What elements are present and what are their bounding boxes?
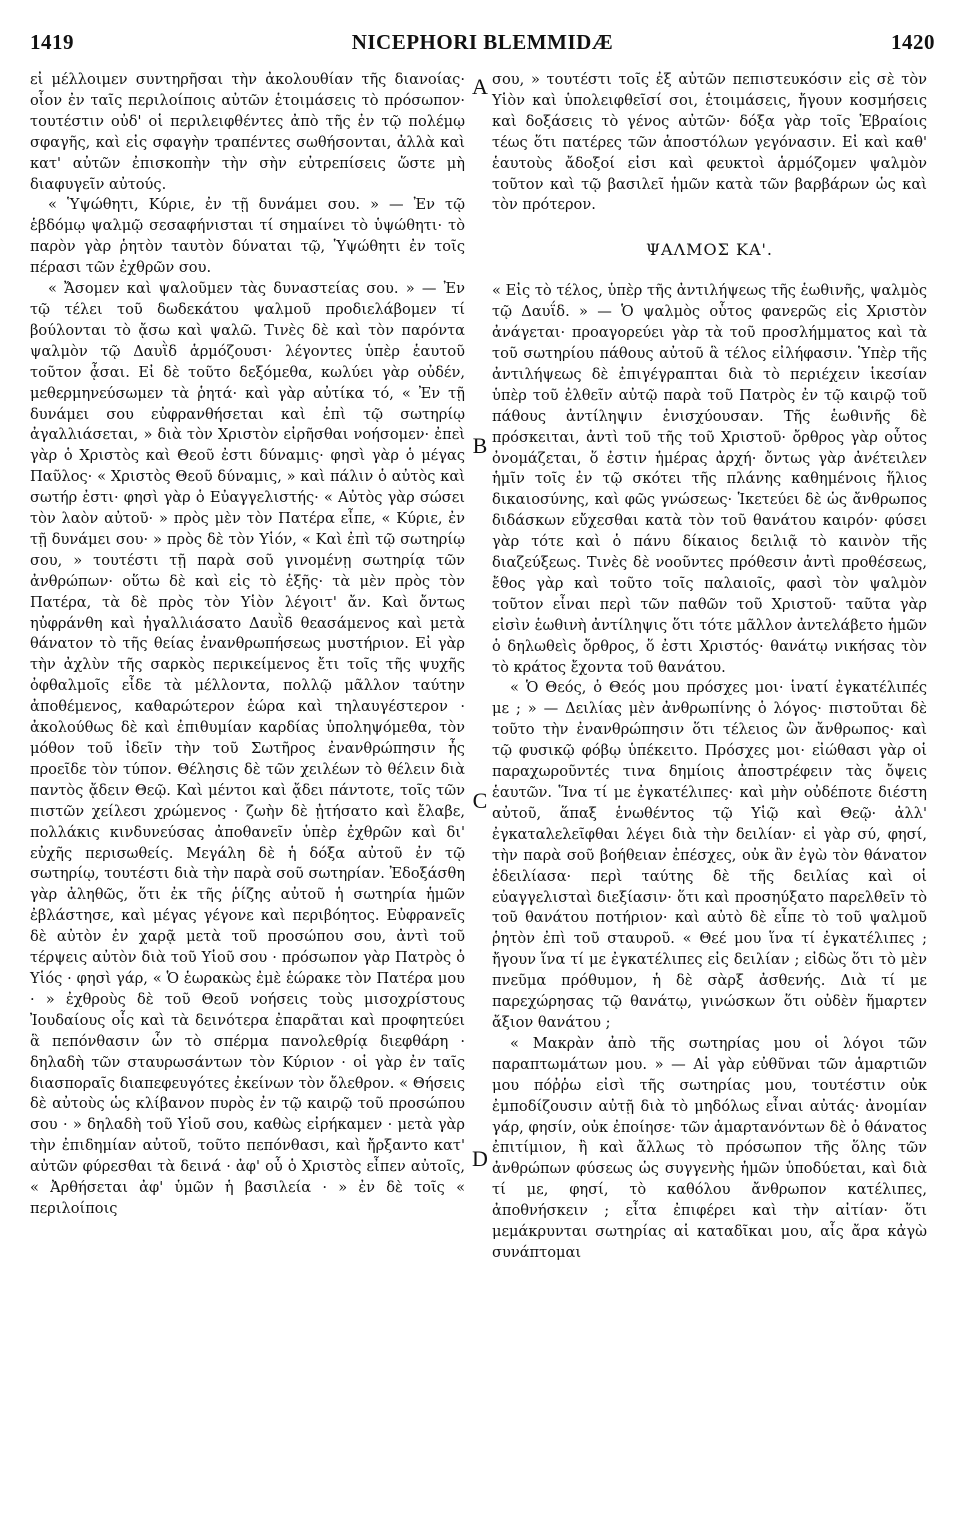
paragraph: εἰ μέλλοιμεν συντηρῆσαι τὴν ἀκολουθίαν τῆς διανοίας· οἷον ἐν ταῖς περιλοίποις αὐτῶν ἑτοιμάσεις τὸ πρόσωπον· τουτέστιν οὐδ' οἱ περιλειφθέντες ἀπὸ τῆς ἐν τῷ πολέμῳ σφαγῆς, καὶ εἰς σφαγὴν τραπέντες σωθήσονται, ἀλλὰ καὶ κατ' αὐτῶν ἐπισκοπὴν τὴν σὴν εὐτρεπίσεις ὥστε μὴ διαφυγεῖν αὐτούς. [30, 71, 465, 193]
section-marker-c: C [472, 788, 488, 813]
page-number-right: 1420 [891, 30, 935, 54]
paragraph: « Ὁ Θεός, ὁ Θεός μου πρόσχες μοι· ἱνατί ἐγκατέλιπές με ; » — Δειλίας μὲν ἀνθρωπίνης ὁ λόγος· πιστοῦται δὲ τοῦτο τὴν ἐνανθρώπησιν ὅτι τέλειος ὢν ἄνθρωπος· καὶ τῷ φυσικῷ φόβῳ ὑπέκειτο. Πρόσχες μοι· εἰώθασι γὰρ οἱ παραχωροῦντές τινα δημίοις ἀποστρέφειν τὰς ὄψεις ἑαυτῶν. Ἵνα τί με ἐγκατέλιπες· καὶ μὴν οὐδέποτε διέστη αὐτοῦ, ἅπαξ ἑνωθέντος τῷ Υἱῷ καὶ Θεῷ· ἀλλ' ἐγκαταλελεῖφθαι λέγει διὰ τὴν δειλίαν· εἰ γὰρ σύ, φησί, τὴν παρὰ σοῦ βοήθειαν ἐπέσχες, οὐκ ἂν ἐγὼ τὸν θάνατον ἐδειλίασα· περὶ ταύτης δὲ τῆς δειλίας καὶ οἱ εὐαγγελισταὶ διεξίασιν· ὅτι καὶ προσηύξατο παρελθεῖν τὸ τοῦ θανάτου ποτήριον· καὶ αὐτὸ δὲ εἶπε τὸ τοῦ ψαλμοῦ ῥητὸν ἐπὶ τοῦ σταυροῦ. « Θεέ μου ἵνα τί ἐγκατέλιπες ; ἤγουν ἵνα τί με ἐγκατέλιπες εἰς δειλίαν ; εἰδὼς ὅτι τὸ μὲν πνεῦμα πρόθυμον, ἡ δὲ σὰρξ ἀσθενής. Διὰ τί με παρεχώρησας τῷ θανάτῳ, γινώσκων ὅτι οὐδὲν ἥμαρτεν ἄξιον θανάτου ; [492, 679, 927, 1031]
psalm-heading: ΨΑΛΜΟΣ ΚΑ'. [645, 240, 774, 260]
page-header [30, 30, 935, 60]
section-marker-a: A [472, 74, 488, 99]
paragraph: « Μακρὰν ἀπὸ τῆς σωτηρίας μου οἱ λόγοι τῶν παραπτωμάτων μου. » — Αἱ γὰρ εὐθῦναι τῶν ἁμαρτιῶν μου πόῤῥω εἰσὶ τῆς σωτηρίας μου, τουτέστιν οὐκ ἐμποδίζουσιν αὐτῇ διὰ τὸ μηδόλως εἶναι αὐτάς· ἀνομίαν γάρ, φησίν, οὐκ ἐποίησε· τῶν ἁμαρτανόντων δὲ ὁ θάνατος ἐπιτίμιον, ἢ καὶ ἄλλως τὸ πρόσωπον τῆς ὅλης τῶν ἀνθρώπων φύσεως ὡς συγγενὴς ἡμῶν ὑποδύεται, καὶ διὰ τί με, φησί, τὸ καθόλου ἄνθρωπον κατέλιπες, ἀποθνήσκειν ; εἶτα ἐπιφέρει καὶ τὴν αἰτίαν· ὅτι μεμάκρυνται σωτηρίας αἱ καταδῖκαι μου, αἷς ἄρα κἀγὼ συνάπτομαι [492, 1034, 927, 1261]
running-title: NICEPHORI BLEMMIDÆ [351, 30, 614, 54]
paragraph: « Ὑψώθητι, Κύριε, ἐν τῇ δυνάμει σου. » — Ἐν τῷ ἑβδόμῳ ψαλμῷ σεσαφήνισται τί σημαίνει τὸ ὑψώθητι· τὸ παρὸν γὰρ ῥητὸν ταυτὸν δύναται τῷ, Ὑψώθητι ἐν τοῖς πέρασι τῶν ἐχθρῶν σου. [30, 196, 465, 277]
paragraph: « Ἄσομεν καὶ ψαλοῦμεν τὰς δυναστείας σου. » — Ἐν τῷ τέλει τοῦ δωδεκάτου ψαλμοῦ προδιελάβομεν τί βούλονται τὸ ᾄσω καὶ ψαλῶ. Τινὲς δὲ καὶ τὸν παρόντα ψαλμὸν τῷ Δαυῒδ ἁρμόζουσι· λέγοντες ὑπὲρ ἑαυτοῦ τοῦτον ᾆσαι. Εἰ δὲ τοῦτο δεξόμεθα, κωλύει γὰρ οὐδέν, μεθερμηνεύσωμεν τὰ ῥητά· καὶ γὰρ αὐτίκα τό, « Ἐν τῇ δυνάμει σου εὐφρανθήσεται καὶ ἐπὶ τῷ σωτηρίῳ ἀγαλλιάσεται, » διὰ τὸν Χριστὸν εἰρῆσθαι νοήσομεν· ἐπεὶ γὰρ ὁ Χριστὸς καὶ Θεοῦ ἐστι δύναμις· φησὶ γὰρ ὁ μέγας Παῦλος· « Χριστὸς Θεοῦ δύναμις, » καὶ πάλιν ὁ αὐτὸς καὶ σωτήρ ἐστι· φησὶ γὰρ ὁ Εὐαγγελιστής· « Αὐτὸς γὰρ σώσει τὸν λαὸν αὐτοῦ· » πρὸς μὲν τὸν Πατέρα εἶπε, « Κύριε, ἐν τῇ δυνάμει σου· » πρὸς δὲ τὸν Υἱόν, « Καὶ ἐπὶ τῷ σωτηρίῳ σου, » τουτέστι τῇ παρὰ σοῦ γινομένῃ σωτηρίᾳ τῶν ἀνθρώπων· οὕτω δὲ καὶ εἰς τὸ ἑξῆς· τὰ μὲν πρὸς τὸν Πατέρα, τὰ δὲ πρὸς τὸν Υἱὸν λέγοιτ' ἄν. Καὶ ὄντως ηὐφράνθη καὶ ἠγαλλιάσατο Δαυῒδ θεασάμενος καὶ μετὰ θάνατον τὸ τῆς θείας ἐνανθρωπήσεως μυστήριον. Εἰ γὰρ τὴν ἀχλὺν τῆς σαρκὸς περικείμενος ἔτι τοῖς τῆς ψυχῆς ὀφθαλμοῖς εἶδε τὰ μέλλοντα, πολλῷ μᾶλλον ταύτην ἀποθέμενος, καθαρώτερον ἑώρα καὶ τηλαυγέστερον · ἀκολούθως δὲ καὶ ἐπιθυμίαν καρδίας ὑποληψόμεθα, τὸν μόθον τοῦ ἰδεῖν τὴν τοῦ Σωτῆρος ἐνανθρώπησιν ἧς προεῖδε τὸν τύπον. Θέλησις δὲ τῶν χειλέων τὸ θέλειν διὰ παντὸς ᾄδειν Θεῷ. Καὶ μέντοι καὶ ᾄδει πάντοτε, τοῖς τῶν πιστῶν χείλεσι χρώμενος · ζωὴν δὲ ᾐτήσατο καὶ ἔλαβε, πολλάκις κινδυνεύσας ἀποθανεῖν ὑπὲρ ἐχθρῶν καὶ δι' εὐχῆς περισωθείς. Μεγάλη δὲ ἡ δόξα αὐτοῦ ἐν τῷ σωτηρίῳ, τουτέστι διὰ τὴν παρὰ σοῦ σωτηρίαν. Ἐδοξάσθη γὰρ ἀληθῶς, ὅτι ἐκ τῆς ῥίζης αὐτοῦ ἡ σωτηρία ἡμῶν ἐβλάστησε, καὶ μέγας γέγονε καὶ περιβόητος. Εὐφρανεῖς δὲ αὐτὸν ἐν χαρᾷ μετὰ τοῦ προσώπου σου, ἀντὶ τοῦ τέρψεις αὐτὸν διὰ τοῦ Υἱοῦ σου · πρόσωπον γὰρ Πατρὸς ὁ Υἱός · φησὶ γάρ, « Ὁ ἑωρακὼς ἐμὲ ἑώρακε τὸν Πατέρα μου · » ἐχθροὺς δὲ τοῦ Θεοῦ νοήσεις τοὺς μισοχρίστους Ἰουδαίους οἷς καὶ τὰ δεινότερα ἐπαρᾶται καὶ προφητεύει ἃ πεπόνθασιν ὧν τὸ σπέρμα πανολεθρίᾳ διεφθάρη · δηλαδὴ τῶν σταυρωσάντων τὸν Κύριον · οἱ γὰρ ἐν ταῖς διασποραῖς διαπεφευγότες ἐκείνων τὸν ὄλεθρον. « Θήσεις δὲ αὐτοὺς ὡς κλίβανον πυρὸς ἐν τῷ καιρῷ τοῦ προσώπου σου · » δηλαδὴ τοῦ Υἱοῦ σου, καθὼς εἰρήκαμεν · μετὰ γὰρ τὴν ἐπιδημίαν αὐτοῦ, τοῦτο πεπόνθασι, καὶ ἤρξαντο κατ' αὐτῶν φύρεσθαι τὰ δεινά · ἀφ' οὗ ὁ Χριστὸς εἶπεν αὐτοῖς, « Ἀρθήσεται ἀφ' ὑμῶν ἡ βασιλεία · » ἐν δὲ τοῖς « περιλοίποις [30, 280, 465, 1217]
section-marker-b: B [472, 433, 488, 458]
paragraph: « Εἰς τὸ τέλος, ὑπὲρ τῆς ἀντιλήψεως τῆς ἑωθινῆς, ψαλμὸς τῷ Δαυΐδ. » — Ὁ ψαλμὸς οὗτος φανερῶς εἰς Χριστὸν ἀνάγεται· προαγορεύει γὰρ τὰ τοῦ προσλήμματος καὶ τὰ τοῦ σωτηρίου πάθους αὐτοῦ ἃ τέλος εἰλήφασιν. Ὑπὲρ τῆς ἀντιλήψεως δὲ ἐπιγέγραπται διὰ τὸ περιέχειν ἱκεσίαν ὑπὲρ τοῦ ἐλθεῖν αὐτῷ παρὰ τοῦ Πατρὸς ἐν τῷ καιρῷ τοῦ πάθους ἀντίληψιν ἐνισχύουσαν. Τῆς ἑωθινῆς δὲ πρόσκειται, ἀντὶ τοῦ τῆς τοῦ Χριστοῦ· ὄρθρος γὰρ οὗτος ὀνομάζεται, ὅ ἐστιν ἡμέρας ἀρχή· ὄντως γὰρ ἀνέτειλεν ἡμῖν τοῖς ἐν τῷ σκότει τῆς πλάνης καθημένοις ἥλιος δικαιοσύνης, καὶ φῶς γνώσεως· Ἱκετεύει δὲ ὡς ἄνθρωπος διδάσκων εὔχεσθαι κατὰ τὸν τοῦ θανάτου καιρόν· φύσει γὰρ τότε καὶ ὁ πάνυ δίκαιος δειλιᾷ τὸ καινὸν τῆς διαζεύξεως. Τινὲς δὲ νοοῦντες πρόθεσιν ἀντὶ προθέσεως, ἔθος γὰρ καὶ τοῦτο τοῖς παλαιοῖς, φασὶ τὸν ψαλμὸν τοῦτον εἶναι περὶ τῶν παθῶν τοῦ Χριστοῦ· ταῦτα γὰρ εἰσὶν ἑωθινὴ ἀντίληψις ὅτι τότε μᾶλλον ἀντελάβετο ἡμῶν ὁ δηλωθεὶς ὄρθρος, ὅ ἐστι Χριστός· θανάτῳ νικήσας τὸν τὸ κράτος ἔχοντα τοῦ θανάτου. [492, 282, 927, 676]
paragraph: σου, » τουτέστι τοῖς ἐξ αὐτῶν πεπιστευκόσιν εἰς σὲ τὸν Υἱὸν καὶ ὑπολειφθεῖσί σοι, ἑτοιμάσεις, ἤγουν κοσμήσεις καὶ δοξάσεις τὸ γένος αὐτῶν· δόξα γὰρ τοῖς Ἑβραίοις τέως ὅτι πατέρες τῶν ἀποστόλων γεγόνασιν. Εἰ καὶ καθ' ἑαυτοὺς ἄδοξοί εἰσι καὶ φευκτοὶ ἁρμόζομεν ψαλμὸν τοῦτον καὶ τῷ βασιλεῖ ἡμῶν κατὰ τῶν βαρβάρων ὡς καὶ τὸν πρότερον. [492, 71, 927, 214]
section-marker-d: D [472, 1146, 488, 1171]
right-column [492, 70, 927, 1264]
page-number-left: 1419 [30, 30, 74, 54]
left-column [30, 70, 465, 1220]
